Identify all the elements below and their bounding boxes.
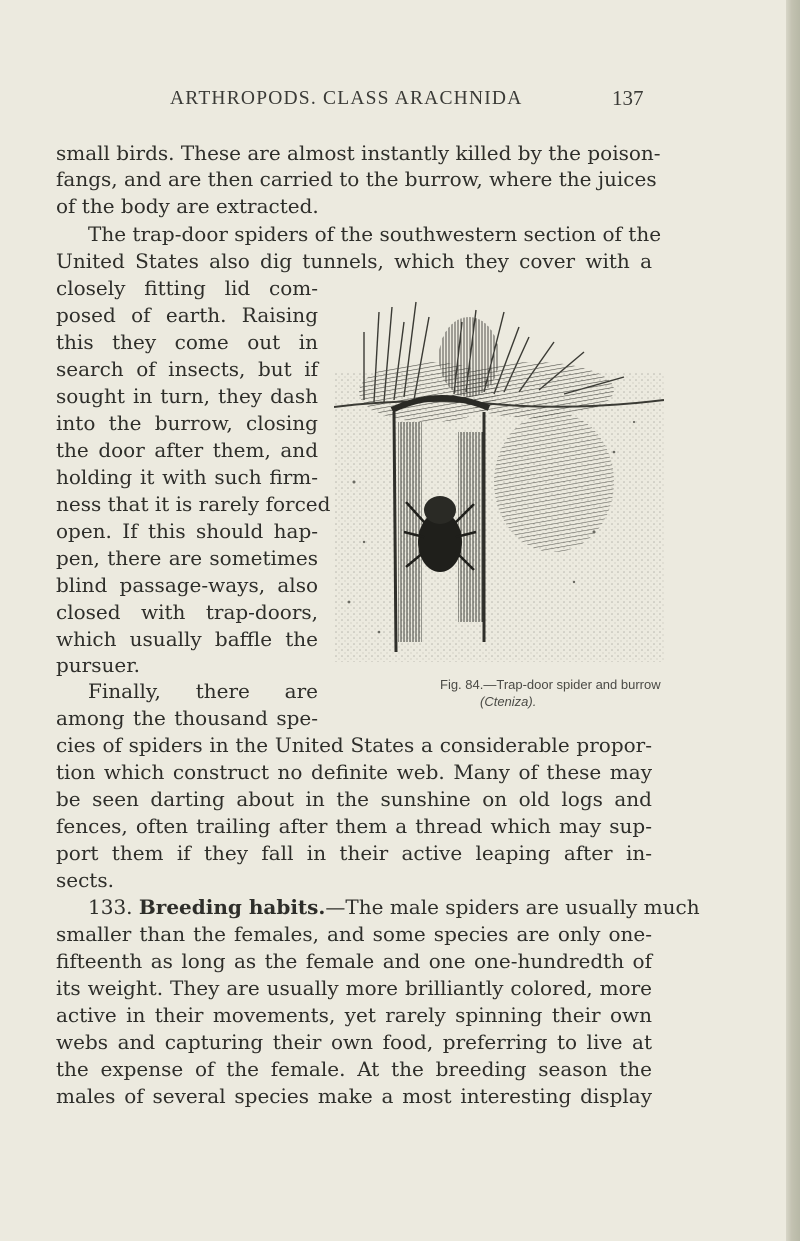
text-line: its weight. They are usually more brilliantly colored, more [56,976,652,1000]
section-number: 133. [88,895,133,919]
text-line: sought in turn, they dash [56,384,318,408]
text-line: ness that it is rarely forced [56,492,331,516]
text-line: port them if they fall in their active leaping after in- [56,841,652,865]
text-line: tion which construct no definite web. Many of these may [56,760,652,784]
trap-door-spider-burrow-illustration [334,282,664,662]
text-line: webs and capturing their own food, preferring to live at [56,1030,652,1054]
section-first-line-text: —The male spiders are usually much [325,895,700,919]
text-line: the door after them, and [56,438,318,462]
text-line: United States also dig tunnels, which they cover with a [56,249,652,273]
caption-line-1: Fig. 84.—Trap-door spider and burrow [440,677,661,692]
text-line: open. If this should hap- [56,519,318,543]
page-number: 137 [612,86,644,110]
page-edge [786,0,800,1241]
text-line: of the body are extracted. [56,194,319,218]
text-line: pursuer. [56,653,140,677]
text-line: males of several species make a most interesting display [56,1084,652,1108]
text-line: closely fitting lid com- [56,276,318,300]
text-line: holding it with such firm- [56,465,318,489]
text-line: sects. [56,868,114,892]
section-first-line [88,894,700,920]
text-line: smaller than the females, and some species are only one- [56,922,652,946]
text-line: The trap-door spiders of the southwestern section of the [88,222,662,246]
text-line: which usually baffle the [56,627,318,651]
text-line: among the thousand spe- [56,706,318,730]
text-line: fences, often trailing after them a thread which may sup- [56,814,652,838]
running-header: ARTHROPODS. CLASS ARACHNIDA [170,88,523,109]
section-heading: Breeding habits. [138,895,326,919]
text-line: cies of spiders in the United States a considerable propor- [56,733,652,757]
text-line: active in their movements, yet rarely spinning their own [56,1003,652,1027]
text-line: fangs, and are then carried to the burrow, where the juices [56,167,657,191]
text-line: search of insects, but if [56,357,318,381]
text-line: pen, there are sometimes [56,546,318,570]
caption-line-2: (Ctenizа). [480,694,537,709]
text-line: this they come out in [56,330,318,354]
text-line: small birds. These are almost instantly killed by the poison- [56,141,661,165]
figure-caption [440,676,740,710]
text-line: Finally, there are [88,679,318,703]
text-line: fifteenth as long as the female and one one-hundredth of [56,949,652,973]
text-line: be seen darting about in the sunshine on old logs and [56,787,652,811]
text-line: into the burrow, closing [56,411,318,435]
text-line: the expense of the female. At the breeding season the [56,1057,652,1081]
text-line: posed of earth. Raising [56,303,318,327]
text-line: closed with trap-doors, [56,600,318,624]
text-line: blind passage-ways, also [56,573,318,597]
